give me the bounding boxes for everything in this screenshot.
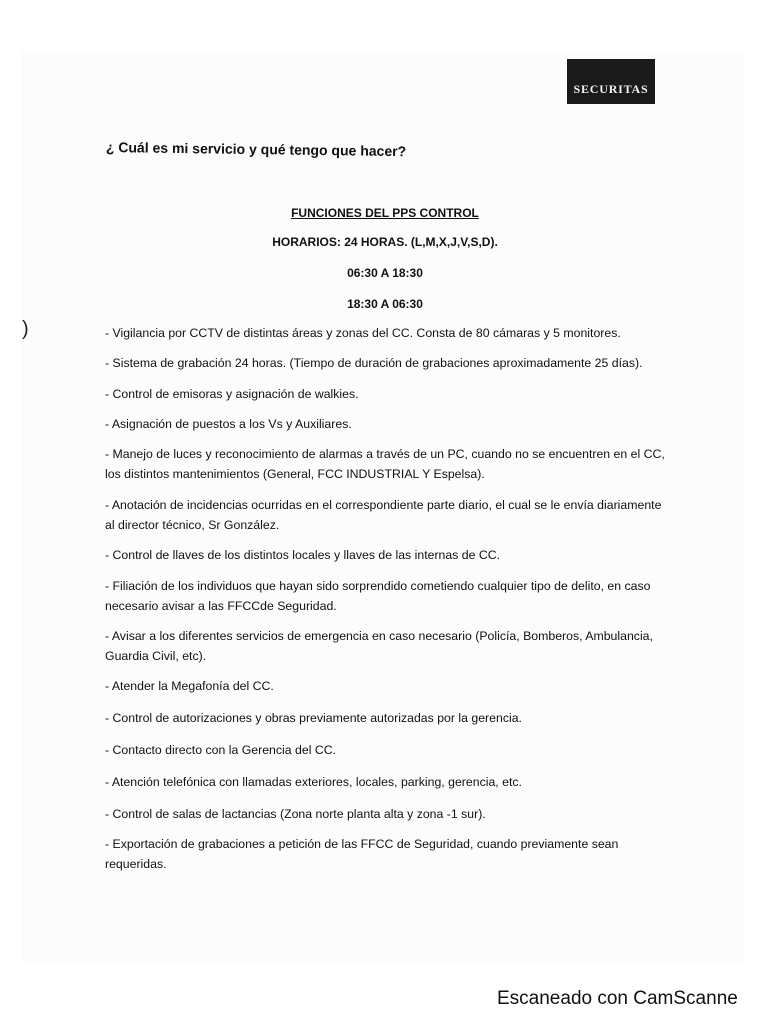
schedule-hours: HORARIOS: 24 HORAS. (L,M,X,J,V,S,D). <box>272 235 498 249</box>
list-item: - Control de salas de lactancias (Zona norte planta alta y zona -1 sur). <box>105 807 486 821</box>
list-item: - Avisar a los diferentes servicios de emergencia en caso necesario (Policía, Bomberos, Ambulancia, Guardia Civil, etc). <box>105 629 653 663</box>
schedule-shift-1: 06:30 A 18:30 <box>347 266 423 280</box>
list-item: - Filiación de los individuos que hayan sido sorprendido cometiendo cualquier tipo de delito, en caso necesario avisar a las FFCCde Seguridad. <box>105 579 651 613</box>
list-item: - Anotación de incidencias ocurridas en el correspondiente parte diario, el cual se le envía diariamente al director técnico, Sr González. <box>105 498 662 532</box>
list-item: - Exportación de grabaciones a petición de las FFCC de Seguridad, cuando previamente sean requeridas. <box>105 837 619 871</box>
margin-mark: ) <box>22 318 29 340</box>
list-item: - Control de autorizaciones y obras previamente autorizadas por la gerencia. <box>105 711 522 725</box>
list-item: - Contacto directo con la Gerencia del CC. <box>105 743 337 757</box>
camscanner-footer: Escaneado con CamScanne <box>497 988 738 1009</box>
schedule-shift-2: 18:30 A 06:30 <box>347 297 423 311</box>
list-item: - Atender la Megafonía del CC. <box>105 679 274 693</box>
document-title: FUNCIONES DEL PPS CONTROL <box>291 206 479 220</box>
logo-text: SECURITAS <box>573 82 649 96</box>
list-item: - Vigilancia por CCTV de distintas áreas y zonas del CC. Consta de 80 cámaras y 5 monitores. <box>105 326 621 340</box>
list-item: - Control de llaves de los distintos locales y llaves de las internas de CC. <box>105 548 501 562</box>
functions-list <box>105 323 673 874</box>
list-item: - Atención telefónica con llamadas exteriores, locales, parking, gerencia, etc. <box>105 775 522 789</box>
list-item: - Sistema de grabación 24 horas. (Tiempo de duración de grabaciones aproximadamente 25 días). <box>105 356 643 370</box>
securitas-logo <box>567 59 655 104</box>
list-item: - Asignación de puestos a los Vs y Auxiliares. <box>105 417 352 431</box>
question-heading: ¿ Cuál es mi servicio y qué tengo que hacer? <box>105 139 407 160</box>
list-item: - Control de emisoras y asignación de walkies. <box>105 387 359 401</box>
list-item: - Manejo de luces y reconocimiento de alarmas a través de un PC, cuando no se encuentren en el CC, los distintos mantenimientos (General, FCC INDUSTRIAL Y Espelsa). <box>105 447 665 481</box>
